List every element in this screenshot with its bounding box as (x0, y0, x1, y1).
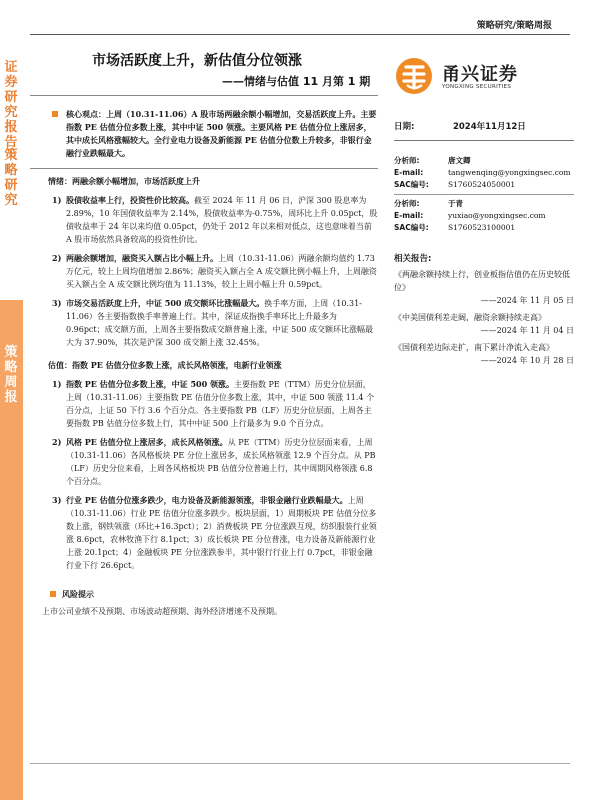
item-number: 2) (52, 437, 62, 447)
header-tag: 策略研究/策略周报 (476, 21, 552, 31)
sentiment-item (48, 194, 378, 246)
analyst-sac: S1760523100001 (448, 223, 516, 232)
item-number: 2) (52, 253, 62, 263)
item-body: 截至 2024 年 11 月 06 日，沪深 300 股息率为 2.89%，10 年国债收益率为 2.14%，股债收益率为-0.75%，周环比上升 0.05pct，股债收益率于 24 年以来均值 0.05pct，仍处于 2012 年以来相对低点，这也意味着当前 A 股市场依然具备较高的投资性价比。 (66, 196, 378, 244)
date-value: 2024年11月12日 (452, 122, 526, 132)
page-subtitle: ——情绪与估值 11 月第 1 期 (222, 75, 371, 88)
item-number: 1) (52, 195, 62, 205)
title-divider (30, 95, 378, 96)
item-number: 1) (52, 379, 62, 389)
date-label: 日期: (394, 122, 415, 132)
analyst-label: 分析师: (394, 199, 420, 208)
analyst-sac-row (394, 179, 574, 191)
company-logo (396, 58, 546, 94)
email-label: E-mail: (394, 168, 424, 177)
analyst-email[interactable]: tangwenqing@yongxingsec.com (448, 168, 571, 177)
analyst-email[interactable]: yuxiao@yongxingsec.com (448, 211, 546, 220)
item-headline: 风格 PE 估值分位上涨居多，成长风格领涨。 (66, 437, 228, 447)
email-label: E-mail: (394, 211, 424, 220)
analyst-sac-row (394, 222, 574, 234)
item-body: 上周（10.31-11.06）行业 PE 估值分位涨多跌少。板块层面，1）周期板块 PE 估值分位多数上涨，钢铁领涨（环比+16.3pct）；2）消费板块 PE 分位涨跌互现，纺织服装行业领涨 8.6pct，农林牧渔下行 8.1pct；3）成长板块 PE 分位普涨，电力设备及新能源行业上涨 20.1pct；4）金融板块 PE 分位涨跌参半，其中银行行业上行 0.7pct，非银金融行业下行 26.6pct。 (66, 496, 377, 570)
analyst-sac: S1760524050001 (448, 180, 516, 189)
valuation-item (48, 494, 378, 572)
summary-text: 核心观点：上周（10.31-11.06）A 股市场两融余额小幅增加，交易活跃度上升。主要指数 PE 估值分位多数上涨，其中中证 500 领涨。主要风格 PE 估值分位上涨居多，其中成长风格涨幅较大。全行业电力设备及新能源 PE 估值分位数上升较多，非银行金融行业跌幅最大。 (66, 109, 377, 158)
page-title: 市场活跃度上升，新估值分位领涨 (92, 53, 302, 69)
related-report-date: ——2024 年 11 月 04 日 (480, 326, 574, 335)
related-report-date: ——2024 年 11 月 05 日 (480, 296, 574, 305)
sentiment-item (48, 297, 378, 349)
analyst-name-row (394, 198, 574, 210)
report-date (394, 120, 574, 132)
analyst-email-row (394, 210, 574, 222)
sidebar-label-strategy: 策略研究 (4, 148, 18, 208)
item-body: 主要指数 PE（TTM）历史分位层面，上周（10.31-11.06）主要指数 PE 估值分位多数上涨，其中，中证 500 领涨 11.4 个百分点，上证 50 下行 3.6 个百分点。各主要指数 PB（LF）历史分位层面，上周各主要指数 PB 估值分位多数上行，其中中证 500 上行最多为 9.0 个百分点。 (66, 380, 375, 428)
item-number: 3) (52, 298, 62, 308)
related-report-link[interactable]: 《中美国债利差走阔，融资余额持续走高》 (394, 313, 546, 322)
sidebar-label-report: 证券研究报告 (4, 60, 18, 150)
orange-square-icon (50, 591, 56, 597)
item-headline: 两融余额增加，融资买入额占比小幅上升。 (66, 253, 218, 263)
item-body: 从 PE（TTM）历史分位层面来看，上周（10.31-11.06）各风格板块 PE 分位上涨居多，成长风格领涨 12.9 个百分点。从 PB（LF）历史分位来看，上周各风格板块 PB 估值分位普遍上行，其中周期风格领涨 6.8 个百分点。 (66, 438, 376, 486)
related-reports-title: 相关报告: (394, 254, 432, 264)
header-divider (30, 34, 570, 35)
analyst-name: 于青 (448, 199, 463, 208)
related-report-link[interactable]: 《两融余额持续上行，创业板指估值仍在历史较低位》 (394, 270, 570, 292)
item-headline: 市场交易活跃度上升，中证 500 成交额环比涨幅最大。 (66, 298, 265, 308)
related-report-date: ——2024 年 10 月 28 日 (480, 356, 574, 365)
item-headline: 行业 PE 估值分位涨多跌少，电力设备及新能源领涨，非银金融行业跌幅最大。 (66, 495, 348, 505)
valuation-heading: 估值：指数 PE 估值分位多数上涨，成长风格领涨，电新行业领涨 (48, 360, 282, 370)
valuation-item (48, 436, 378, 488)
analyst-name: 唐文卿 (448, 156, 471, 165)
report-body (42, 108, 378, 618)
item-headline: 指数 PE 估值分位多数上涨，中证 500 领涨。 (66, 379, 234, 389)
sentiment-item (48, 252, 378, 291)
related-report-link[interactable]: 《国债利差边际走扩，南下累计净流入走高》 (394, 343, 554, 352)
logo-text-cn: 甬兴证券 (442, 64, 518, 85)
logo-text-en: YONGXING SECURITIES (442, 84, 512, 90)
valuation-item (48, 378, 378, 430)
item-body: 上周（10.31-11.06）两融余额均值约 1.73 万亿元，较上上周均值增加 2.86%；融资买入额占全 A 成交额比例小幅上升，上周融资买入额占全 A 成交额比例均值为 11.13%，较上上周小幅上升 0.59pct。 (66, 254, 377, 289)
risk-section (48, 588, 378, 601)
risk-heading: 风险提示 (62, 590, 94, 599)
item-body: 换手率方面，上周（10.31-11.06）各主要指数换手率普遍上行。其中，深证成指换手率环比上升最多为 0.96pct；成交额方面，上周各主要指数成交额普遍上涨，中证 500 成交额环比涨幅最大为 37.90%，其次是沪深 300 成交额上涨 32.45%。 (66, 299, 373, 347)
analyst-divider (394, 194, 574, 195)
core-summary (48, 108, 378, 160)
sac-label: SAC编号: (394, 180, 429, 189)
date-divider (394, 140, 574, 141)
analyst-name-row (394, 155, 574, 167)
info-panel (394, 120, 574, 367)
risk-text: 上市公司业绩不及预期、市场波动超预期、海外经济增速不及预期。 (42, 607, 282, 616)
item-number: 3) (52, 495, 62, 505)
yongxing-logo-icon (396, 58, 432, 94)
item-headline: 股债收益率上行，投资性价比较高。 (66, 195, 194, 205)
sentiment-heading: 情绪：两融余额小幅增加，市场活跃度上升 (48, 176, 200, 186)
footer-divider (30, 763, 570, 764)
summary-divider (30, 168, 378, 169)
analyst-email-row (394, 167, 574, 179)
analyst-label: 分析师: (394, 156, 420, 165)
sidebar-label-weekly: 策略周报 (4, 345, 18, 405)
sac-label: SAC编号: (394, 223, 429, 232)
orange-square-icon (52, 111, 58, 117)
